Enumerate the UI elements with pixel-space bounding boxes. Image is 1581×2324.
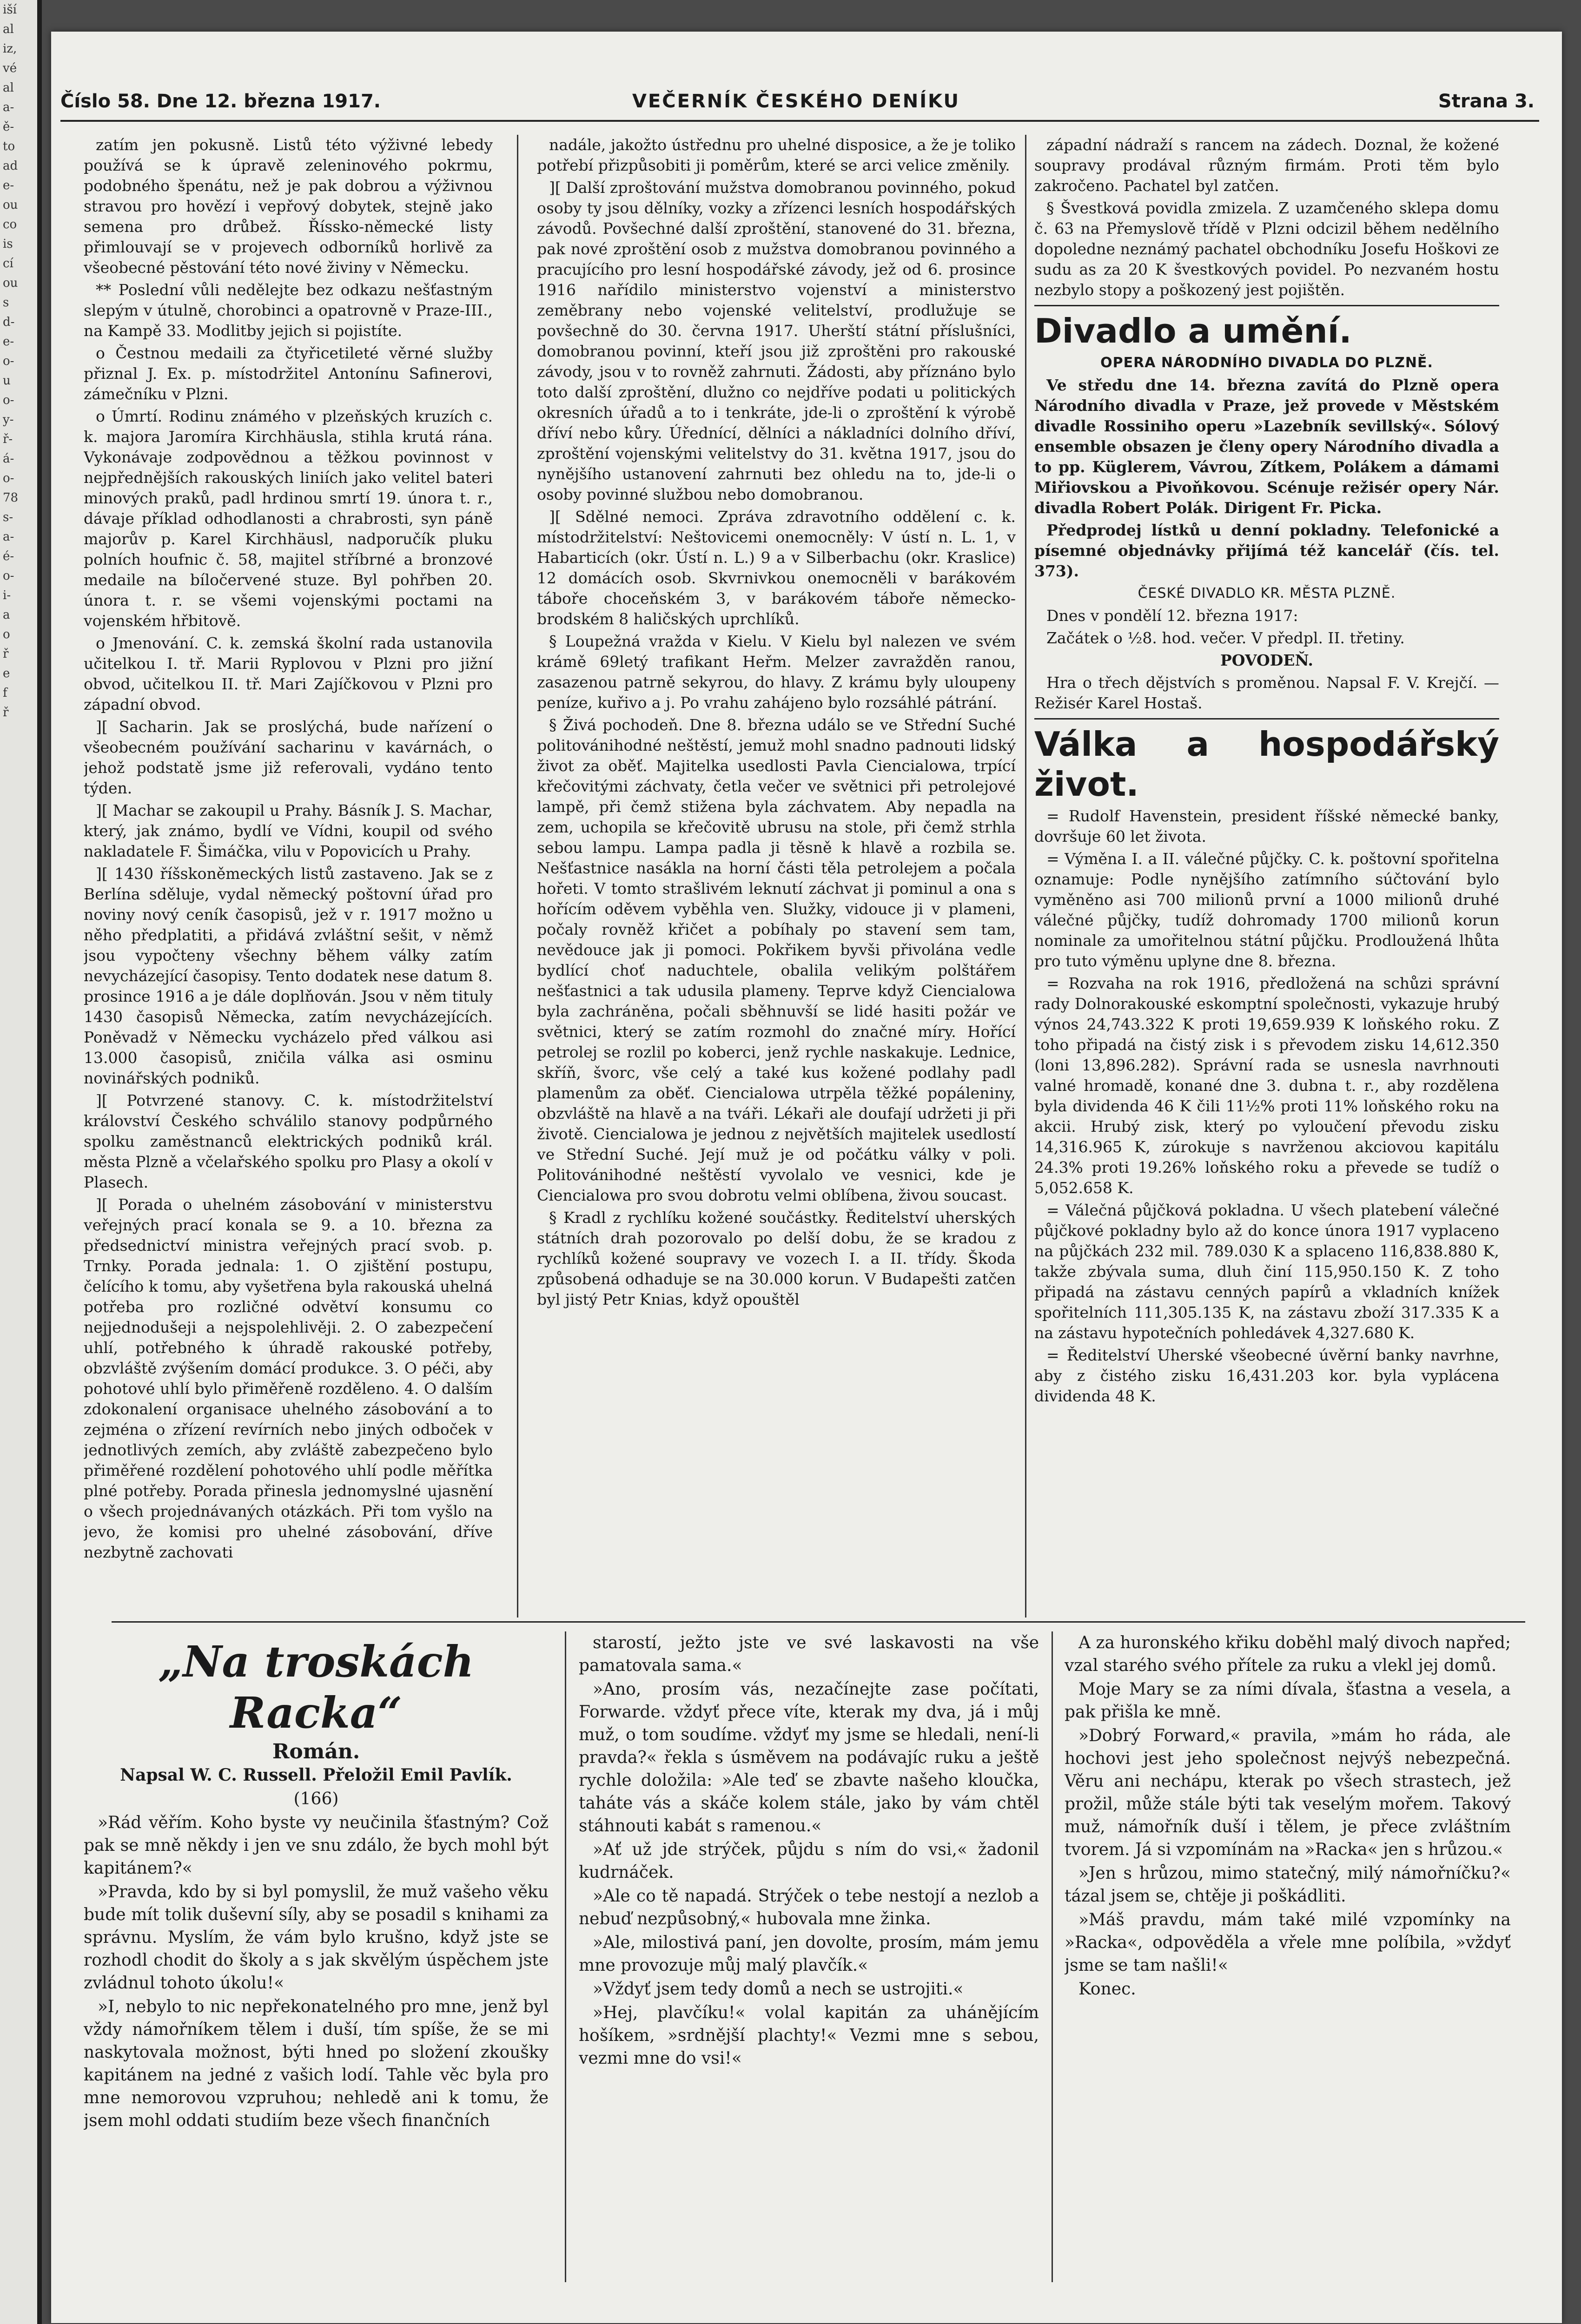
feuilleton-rule [112, 1621, 1525, 1623]
economy-item: = Ředitelství Uherské všeobecné úvěrní banky navrhne, aby z čistého zisku 16,431.203 kor. byla vyplácena dividenda 48 K. [1034, 1346, 1499, 1405]
economy-heading: Válka a hospodářský život. [1034, 725, 1499, 804]
strip-fragment: a- [3, 530, 14, 544]
serial-title: „Na troskách Racka“ [158, 1637, 474, 1738]
news-item: § Živá pochodeň. Dne 8. března událo se ve Střední Suché politovánihodné neštěstí, jemuž mohl snadno padnouti lidský život za oběť. Majitelka usedlosti Pavla Ciencialowa, trpící křečovitými záchvaty, četla večer ve světnici při petrolejové lampě, při čemž stižena byla záchvatem. Aby nepadla na zem, uchopila se křečovitě ubrusu na stole, při čemž strhla sebou lampu. Lampa padla ji těsně k hlavě a rozbila se. Nešťastnice nasákla na horní části těla petrolejem a počala hořeti. V tomto strašlivém leknutí záchvat ji pominul a ona s hořícím oděvem vyběhla ven. Služky, vidouce ji v plameni, počaly rovněž křičet a pobíhaly po stavení sem tam, nevědouce jak ji pomoci. Pokřikem byvši přivolána vedle bydlící choť naduchtele, obalila velikým polštářem nešťastnici a tak udusila plameny. Teprve když Ciencialowa byla zachráněna, počali sběhnuvší se lidé hasiti požár ve světnici, který se zatím rozmohl do značné míry. Hořící petrolej se rozlil po koberci, jenž rychle naskakuje. Lednice, skříň, švorc, vše celý a také kus kožené podlahy padl plamenům za oběť. Ciencialowa utrpěla těžké popáleniny, obzvláště na hlavě a na tváři. Lékaři ale doufají udržeti ji při životě. Ciencialowa je jednou z největších majitelek usedlostí ve Střední Suché. Její muž je od počátku války v poli. Politovánihodné neštěstí vyvolalo ve vesnici, kde je Ciencialowa pro svou dobrotu velmi oblíbena, živou soucast. [537, 716, 1016, 1204]
city-theatre-title: ČESKÉ DIVADLO KR. MĚSTA PLZNĚ. [1138, 585, 1396, 601]
news-item: § Kradl z rychlíku kožené součástky. Ředitelství uherských státních drah pozorovalo po delší dobu, že se kradou z rychlíků kožené soupravy ve vozech I. a II. třídy. Škoda způsobená odhaduje se na 30.000 korun. V Budapešti zatčen byl jistý Petr Knias, když opouštěl [537, 1208, 1016, 1308]
column-2 [537, 135, 1016, 1618]
strip-fragment: is [3, 237, 13, 251]
strip-fragment: ou [3, 276, 18, 290]
adjacent-page-strip [0, 0, 42, 2324]
column-divider [517, 135, 518, 1618]
strip-fragment: u [3, 374, 11, 388]
economy-item: = Rozvaha na rok 1916, předložená na schůzi správní rady Dolnorakouské eskomptní společnosti, vykazuje hrubý výnos 24,743.322 K proti 19,659.939 K loňského roku. Z toho připadá na čistý zisk i s převodem zisku 14,612.350 (loni 13,896.282). Správní rada se usnesla navrhnouti valné hromadě, konané dne 3. dubna t. r., aby rozdělena byla dividenda 46 K čili 11½% proti 11% loňského roku na akcii. Hrubý zisk, který po vyloučení převodu zisku 14,316.965 K, zúrokuje s navrženou akciovou kapitálu 24.3% proti 19.26% loňského roku a převede se tudíž o 5,052.658 K. [1034, 974, 1499, 1197]
strip-fragment: s- [3, 510, 13, 524]
strip-fragment: iší [3, 3, 17, 17]
serial-paragraph: »Jen s hrůzou, mimo statečný, milý námořníčku?« tázal jsem se, chtěje ji poškádliti. [1065, 1864, 1511, 1906]
serial-paragraph: »Rád věřím. Koho byste vy neučinila šťastným? Což pak se mně někdy i jen ve snu zdálo, že bych mohl být kapitánem?« [84, 1813, 549, 1878]
economy-item: = Výměna I. a II. válečné půjčky. C. k. poštovní spořitelna oznamuje: Podle nynějšího zatímního súčtování bylo vyměněno asi 700 milionů první a 1000 milionů druhé válečné půjčky, tudíž dohromady 1700 milionů korun nominale za umořitelnou státní půjčku. Prodloužená lhůta pro tuto výměnu uplyne dne 8. března. [1034, 850, 1499, 970]
news-item: ][ Sdělné nemoci. Zpráva zdravotního oddělení c. k. místodržitelství: Neštovicemi onemocněly: V ústí n. L. 1, v Habarticích (okr. Ústí n. L.) 9 a v Silberbachu (okr. Kraslice) 12 domácích osob. Skvrnivkou onemocněli v barákovém táboře choceňském 3, v barákovém táboře německo-brodském 8 haličských uprchlíků. [537, 508, 1016, 628]
strip-fragment: s [3, 296, 9, 310]
strip-fragment: ou [3, 198, 18, 212]
news-item: ** Poslední vůli nedělejte bez odkazu nešťastným slepým v útulně, chorobinci a opatrovně v Praze-III., na Kampě 33. Modlitby jejich si pojistíte. [84, 281, 493, 340]
strip-fragment: to [3, 139, 15, 153]
strip-fragment: e [3, 667, 10, 680]
serial-paragraph: »Máš pravdu, mám také milé vzpomínky na »Racka«, odpověděla a vřele mne políbila, »vždyť jsme se tam našli!« [1065, 1910, 1511, 1975]
serial-number: (166) [293, 1789, 339, 1809]
strip-fragment: a [3, 608, 10, 622]
news-item: § Švestková povidla zmizela. Z uzamčeného sklepa domu č. 63 na Přemyslově třídě v Plzni odcizil během nedělního dopoledne neznámý pachatel obchodníku Josefu Hoškovi ze sudu as za 20 K švestkových povidel. Po nezvaném hostu nezbylo stopy a poškozený jest pojištěn. [1034, 199, 1499, 299]
serial-column-3 [1065, 1631, 1511, 2291]
play-info: Hra o třech dějstvích s proměnou. Napsal F. V. Krejčí. — Režisér Karel Hostaš. [1034, 673, 1499, 712]
column-1 [84, 135, 493, 1618]
strip-fragment: 78 [3, 491, 19, 505]
strip-fragment: ad [3, 159, 18, 173]
section-rule [1034, 305, 1499, 306]
strip-fragment: i- [3, 588, 11, 602]
column-divider [1025, 135, 1026, 1618]
serial-paragraph: »Vždyť jsem tedy domů a nech se ustrojiti.« [593, 1980, 964, 1999]
column-divider [565, 1631, 566, 2282]
serial-author: Napsal W. C. Russell. Přeložil Emil Pavlík. [120, 1765, 512, 1785]
serial-column-1 [84, 1631, 549, 2291]
serial-paragraph: »Hej, plavčíku!« volal kapitán za uhánějícím hošíkem, »srdnější plachty!« Vezmi mne s sebou, vezmi mne do vsi!« [579, 2003, 1039, 2068]
serial-column-2 [579, 1631, 1039, 2291]
strip-fragment: co [3, 218, 17, 231]
news-item: o Jmenování. C. k. zemská školní rada ustanovila učitelkou I. tř. Marii Ryplovou v Plzni pro jižní obvod, učitelkou II. tř. Mari Zajíčkovou v Plzni pro západní obvod. [84, 634, 493, 713]
serial-paragraph: »Ať už jde strýček, půjdu s ním do vsi,« žadonil kudrnáček. [579, 1840, 1039, 1882]
strip-fragment: al [3, 22, 14, 36]
strip-fragment: cí [3, 257, 13, 271]
strip-fragment: vé [3, 61, 17, 75]
strip-fragment: ř- [3, 432, 13, 446]
strip-fragment: a- [3, 100, 14, 114]
news-item: ][ Sacharin. Jak se proslýchá, bude nařízení o všeobecném používání sacharinu v kavárnách, o jehož podstatě jsme již referovali, vydáno tento týden. [84, 718, 493, 797]
strip-fragment: al [3, 81, 14, 95]
serial-paragraph: »Ale co tě napadá. Strýček o tebe nestojí a nezlob a nebuď nezpůsobný,« hubovala mne žinka. [579, 1887, 1039, 1928]
news-item: západní nádraží s rancem na zádech. Doznal, že kožené soupravy prodával různým firmám. Proti těm bylo zakročeno. Pachatel byl zatčen. [1034, 136, 1499, 195]
serial-paragraph: Konec. [1078, 1980, 1136, 1999]
news-item: ][ Potvrzené stanovy. C. k. místodržitelství království Českého schválilo stanovy podpůrného spolku zaměstnanců elektrických podniků král. města Plzně a včelařského spolku pro Plasy a okolí v Plasech. [84, 1091, 493, 1191]
page-number: Strana 3. [1438, 91, 1535, 112]
masthead: VEČERNÍK ČESKÉHO DENÍKU [632, 91, 960, 112]
strip-fragment: á- [3, 452, 14, 466]
serial-paragraph: Moje Mary se za ními dívala, šťastna a vesela, a pak přišla ke mně. [1065, 1680, 1511, 1722]
section-rule [1034, 718, 1499, 720]
strip-fragment: e- [3, 335, 14, 349]
serial-paragraph: »Dobrý Forward,« pravila, »mám ho ráda, ale hochovi jest jeho společnost nejvýš nebezpečná. Věru ani nechápu, kterak po všech strastech, jež prožil, může stále býti tak veselým mořem. Takový muž, námořník duší i tělem, je přece zvláštním tvorem. Já si vzpomínám na »Racka« jen s hrůzou.« [1065, 1726, 1511, 1859]
strip-fragment: o- [3, 354, 14, 368]
news-item: ][ Machar se zakoupil u Prahy. Básník J. S. Machar, který, jak známo, bydlí ve Vídni, koupil od svého nakladatele F. Šimáčka, vilu v Popovicích u Prahy. [84, 801, 493, 860]
economy-item: = Válečná půjčková pokladna. U všech platebení válečné půjčkové pokladny bylo až do konce února 1917 vyplaceno na půjčkách 232 mil. 789.030 K a splaceno 116,838.880 K, takže zbývala suma, dluh činí 115,950.150 K. Z toho připadá na zástavu cenných papírů a vkladních knížek spořitelních 111,305.135 K, na zástavu zboží 317.335 K a na zástavu hypotečních pohledávek 4,327.680 K. [1034, 1201, 1499, 1342]
page-header [60, 91, 1535, 119]
strip-fragment: ř [3, 706, 9, 720]
serial-paragraph: starostí, ježto jste ve své laskavosti na vše pamatovala sama.« [579, 1633, 1039, 1675]
news-item: nadále, jakožto ústřednu pro uhelné disposice, a že je toliko potřebí přizpůsobiti ji poměrům, které se arci velice změnily. [537, 136, 1016, 174]
strip-fragment: y- [3, 413, 14, 427]
strip-fragment: f [3, 686, 7, 700]
news-item: o Úmrtí. Rodinu známého v plzeňských kruzích c. k. majora Jaromíra Kirchhäusla, stihla krutá rána. Vykonávaje zodpovědnou a těžkou povinnost v nejpřednějších rakouských liniích jako velitel bateri minových praků, padl hrdinou smrtí 19. února t. r., dávaje příklad odhodlanosti a chrabrosti, syn páně majorův p. Karel Kirchhäusl, nadporučík pluku polních houfnic č. 58, majitel stříbrné a bronzové medaile na bíločervené stuze. Byl pohřben 20. února t. r. se všemi vojenskými poctami na vojenském hřbitově. [84, 407, 493, 630]
column-3 [1034, 135, 1499, 1618]
city-theatre-time: Začátek o ½8. hod. večer. V předpl. II. třetiny. [1046, 629, 1405, 647]
serial-paragraph: »I, nebylo to nic nepřekonatelného pro mne, jenž byl vždy námořníkem tělem i duší, tím spíše, že se mi naskytovala možnost, býti hned po složení zkoušky kapitánem na jedné z vašich lodí. Tahle věc byla pro mne nemorovou vzpruhou; nehledě ani k tomu, že jsem mohl oddati studiím beze všech finančních [84, 1997, 549, 2130]
strip-fragment: o- [3, 471, 14, 485]
economy-item: = Rudolf Havenstein, president říšské německé banky, dovršuje 60 let života. [1034, 807, 1499, 845]
strip-fragment: é- [3, 549, 14, 563]
play-title: POVODEŇ. [1220, 651, 1314, 669]
opera-title: OPERA NÁRODNÍHO DIVADLA DO PLZNĚ. [1100, 355, 1433, 371]
serial-subtitle: Román. [272, 1740, 360, 1763]
news-item: ][ Porada o uhelném zásobování v ministerstvu veřejných prací konala se 9. a 10. března za předsednictví ministra veřejných prací svob. p. Trnky. Porada jednala: 1. O zjištění postupu, čelícího k tomu, aby vyšetřena byla rakouská uhelná potřeba pro rozličné odvětví konsumu co nejjednodušeji a nejspolehlivěji. 2. O zabezpečení uhlí, potřebného k úhradě rakouské potřeby, obzvláště zvýšením domácí produkce. 3. O péči, aby pohotové uhlí bylo přiměřeně rozděleno. 4. O dalším zdokonalení organisace uhelného zásobování a to zejména o zřízení revírních nebo jiných odboček v jednotlivých zemích, aby zvláště zabezpečeno bylo přiměřené rozdělení pohotového uhlí podle měřítka plné potřeby. Porada přinesla jednomyslné ujasnění o všech projednávaných otázkách. Při tom vyšlo na jevo, že komisi pro uhelné zásobování, dříve nezbytně zachovati [84, 1195, 493, 1561]
serial-paragraph: »Pravda, kdo by si byl pomyslil, že muž vašeho věku bude mít tolik duševní síly, aby se posadil s knihami za správnu. Myslím, že vám bylo krušno, když jste se rozhodl chodit do školy a s jak skvělým úspěchem jste zvládnul tohoto úkolu!« [84, 1882, 549, 1993]
strip-fragment: ě- [3, 120, 14, 134]
strip-fragment: ř [3, 647, 9, 661]
city-theatre-date: Dnes v pondělí 12. března 1917: [1046, 607, 1298, 625]
column-divider [1052, 1631, 1053, 2282]
strip-fragment: o- [3, 393, 14, 407]
tickets-text: Předprodej lístků u denní pokladny. Telefonické a písemné objednávky přijímá též kancelář (čís. tel. 373). [1034, 521, 1499, 580]
news-item: o Čestnou medaili za čtyřicetileté věrné služby přiznal J. Ex. p. místodržitel Antonínu Safinerovi, zámečníku v Plzni. [84, 344, 493, 403]
news-item: ][ 1430 říšskoněmeckých listů zastaveno. Jak se z Berlína sděluje, vydal německý poštovní úřad pro noviny nový ceník časopisů, jež v r. 1917 možno u něho předplatiti, a přidává zvláštní sešit, v němž jsou vypočteny všechny během války zatím nevycházející časopisy. Tento dodatek nese datum 8. prosince 1916 a je dále doplňován. Jsou v něm tituly 1430 časopisů Německa, zatím nevycházejících. Poněvadž v Německu vycházelo před válkou asi 13.000 časopisů, zničila válka asi osminu novinářských podniků. [84, 865, 493, 1087]
strip-fragment: o- [3, 569, 14, 583]
strip-fragment: o [3, 627, 10, 641]
header-rule [60, 120, 1539, 122]
strip-fragment: e- [3, 178, 14, 192]
theatre-heading: Divadlo a umění. [1034, 311, 1352, 350]
strip-fragment: d- [3, 315, 15, 329]
issue-line: Číslo 58. Dne 12. března 1917. [60, 91, 381, 112]
serial-paragraph: »Ale, milostivá paní, jen dovolte, prosím, mám jemu mne provozuje můj malý plavčík.« [579, 1933, 1039, 1975]
strip-fragment: iz, [3, 42, 17, 56]
news-item: § Loupežná vražda v Kielu. V Kielu byl nalezen ve svém krámě 69letý trafikant Heřm. Melzer zavražděn ranou, zasazenou patrně sekyrou, do hlavy. Z krámu byly uloupeny peníze, kuřivo a j. Po vrahu zahájeno bylo rozsáhlé pátrání. [537, 632, 1016, 712]
news-item: zatím jen pokusně. Listů této výživné lebedy používá se k úpravě zeleninového pokrmu, podobného špenátu, než je pak dobrou a výživnou stravou pro hovězí i vepřový dobytek, stejně jako semena pro drůbež. Říssko-německé listy přimlouvají se v projevech odborníků horlivě za všeobecné pěstování této nové živiny v Německu. [84, 136, 493, 277]
opera-text: Ve středu dne 14. března zavítá do Plzně opera Národního divadla v Praze, jež provede v Městském divadle Rossiniho operu »Lazebník sevillský«. Sólový ensemble obsazen je členy opery Národního divadla a to pp. Küglerem, Vávrou, Zítkem, Polákem a dámami Miřiovskou a Pivoňkovou. Scénuje režisér opery Nár. divadla Robert Polák. Dirigent Fr. Picka. [1034, 376, 1499, 517]
serial-paragraph: »Ano, prosím vás, nezačínejte zase počítati, Forwarde. vždyť přece víte, kterak my dva, já i můj muž, o tom soudíme. vždyť my jsme se hledali, není-li pravda?« řekla s úsměvem na podávajíc ruku a ještě rychle doložila: »Ale teď se zbavte našeho kloučka, taháte vás a skáče kolem stále, jako by vám chtěl stáhnouti kabát s ramenou.« [579, 1680, 1039, 1835]
news-item: ][ Další zproštování mužstva domobranou povinného, pokud osoby ty jsou dělníky, vozky a zřízenci lesních hospodářských závodů. Povšechné další zproštění, stanovené do 31. března, pak nové zproštění osob z mužstva domobranou povinného a pracujícího pro lesní hospodářské závody, jež od 6. prosince 1916 nařídilo ministerstvo vojenství a ministerstvo zeměbrany nebo vojenské velitelství, prodlužuje se povšechně do 30. června 1917. Uherští státní příslušníci, domobranou povinní, kteří jsou již zproštěni pro rakouské závody, jsou v to rovněž zahrnuti. Žádosti, aby příznáno bylo toto další zproštění, dlužno co nejdříve podati u politických okresních úřadů a to i tenkráte, jde-li o zproštění k výrobě dříví nebo kůry. Úřednící, dělníci a nákladníci dolního dříví, zproštění vojenskými velitelstvy do 31. května 1917, jsou do nynějšího ustanovení zahrnuti bez ohledu na to, jde-li o osoby povinné službou nebo domobranou. [537, 178, 1016, 503]
serial-paragraph: A za huronského křiku doběhl malý divoch napřed; vzal starého svého přítele za ruku a vlekl jej domů. [1065, 1633, 1511, 1675]
